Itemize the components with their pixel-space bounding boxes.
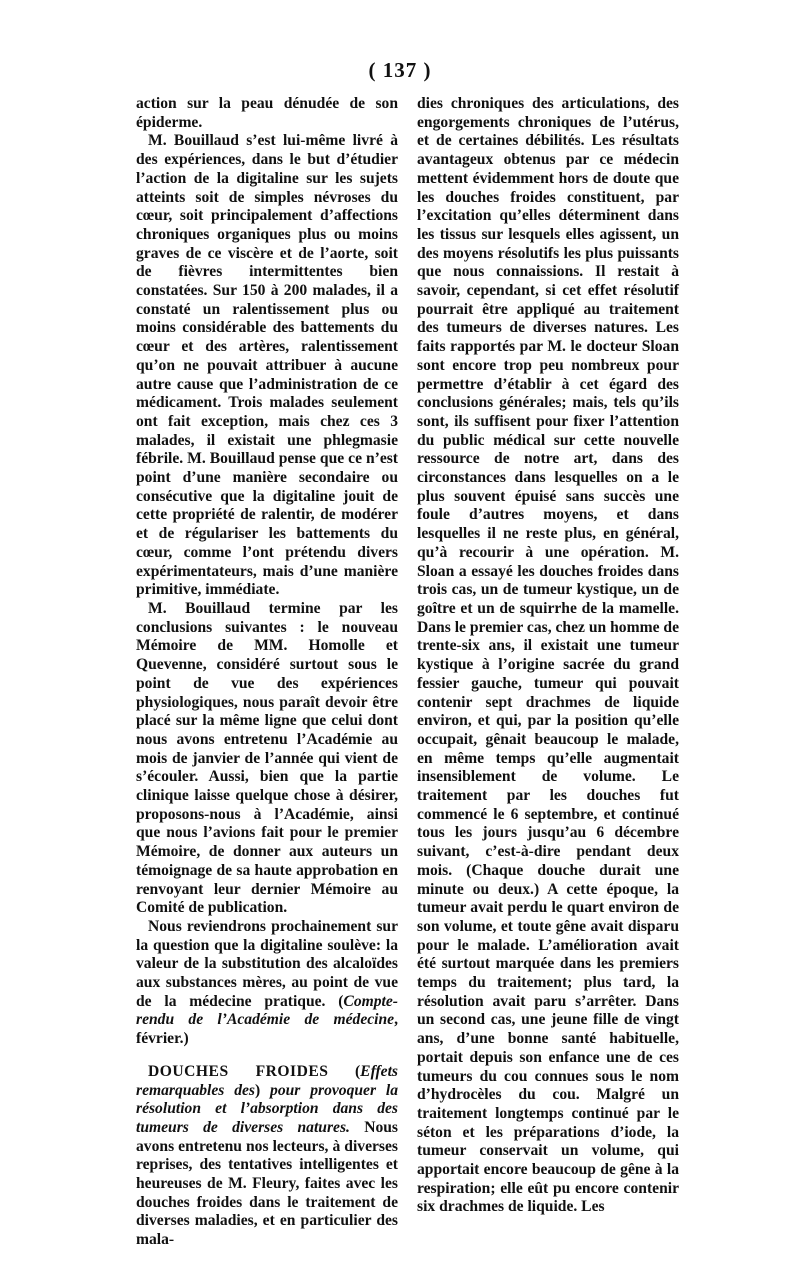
paragraph-text: Nous reviendrons prochainement sur la question que la digitaline soulève: la valeur de la substitution des alcaloïdes aux substances mères, au point de vue de la médecine pratique. ( xyxy=(136,917,398,1010)
paragraph-text: , février.) xyxy=(136,1011,398,1048)
paragraph: M. Bouillaud s’est lui-même livré à des expériences, dans le but d’étudier l’action de la digitaline sur les sujets atteints soit de simples névroses du cœur, soit principalement d’affections chroniques organiques plus ou moins graves de ce viscère et de l’aorte, soit de fièvres intermittentes bien constatées. Sur 150 à 200 malades, il a constaté un ralentissement plus ou moins considérable des battements du cœur et des artères, ralentissement qu’on ne pouvait attribuer à aucune autre cause que l’administration de ce médicament. Trois malades seulement ont fait exception, mais chez ces 3 malades, il existait une phlegmasie fébrile. M. Bouillaud pense que ce n’est point d’une manière secondaire ou consécutive que la digitaline jouit de cette propriété de ralentir, de modérer et de régulariser les battements du cœur, comme l’ont prétendu divers expérimentateurs, mais d’une manière primitive, immédiate. xyxy=(136,132,398,599)
page-number: ( 137 ) xyxy=(368,58,432,82)
section-heading: DOUCHES FROIDES xyxy=(148,1062,329,1080)
paragraph: M. Bouillaud termine par les conclusions suivantes : le nouveau Mémoire de MM. Homolle et Quevenne, considéré surtout sous le point de vue des expériences physiologiques, nous paraît devoir être placé sur la même ligne que celui dont nous avons entretenu l’Académie au mois de janvier de l’année qui vient de s’écouler. Aussi, bien que la partie clinique laisse quelque chose à désirer, proposons-nous à l’Académie, ainsi que nous l’avions fait pour le premier Mémoire, de donner aux auteurs un témoignage de sa haute approbation en renvoyant leur dernier Mémoire au Comité de publication. xyxy=(136,599,398,917)
section-subtitle: Effets remarquables des xyxy=(136,1062,398,1099)
paragraph xyxy=(136,918,398,1049)
paragraph-text: Nous avons entretenu nos lecteurs, à diverses reprises, des tentatives intelligentes et heureuses de M. Fleury, faites avec les douches froides dans le traitement de diverses maladies, et en particulier des mala- xyxy=(136,1118,398,1249)
paragraph: dies chroniques des articulations, des engorgements chroniques de l’utérus, et de certaines débilités. Les résultats avantageux obtenus par ce médecin mettent évidemment hors de doute que les douches froides constituent, par l’excitation qu’elles déterminent dans les tissus sur lesquels elles agissent, un des moyens résolutifs les plus puissants que nous connaissions. Il restait à savoir, cependant, si cet effet résolutif pourrait être appliqué au traitement des tumeurs de diverses natures. Les faits rapportés par M. le docteur Sloan sont encore trop peu nombreux pour permettre d’établir à cet égard des conclusions générales; mais, tels qu’ils sont, ils suffisent pour fixer l’attention du public médical sur cette nouvelle ressource de notre art, dans des circonstances dans lesquelles on a le plus souvent épuisé sans succès une foule d’autres moyens, et dans lesquelles il ne reste plus, en général, qu’à recourir à une opération. M. Sloan a essayé les douches froides dans trois cas, un de tumeur kystique, un de goître et un de squirrhe de la mamelle. Dans le premier cas, chez un homme de trente-six ans, il existait une tumeur kystique à l’origine sacrée du grand fessier gauche, tumeur qui pouvait contenir sept drachmes de liquide environ, et qui, par la position qu’elle occupait, gênait beaucoup le malade, en même temps qu’elle augmentait insensiblement de volume. Le traitement par les douches fut commencé le 6 septembre, et continué tous les jours jusqu’au 6 décembre suivant, c’est-à-dire pendant deux mois. (Chaque douche durait une minute ou deux.) A cette époque, la tumeur avait perdu le quart environ de son volume, et toute gêne avait disparu pour le malade. L’amélioration avait été surtout marquée dans les premiers temps du traitement; plus tard, la résolution avait paru s’arrêter. Dans un second cas, une jeune fille de vingt ans, d’une bonne santé habituelle, portait depuis son enfance une de ces tumeurs du cou connues sous le nom d’hydrocèles du cou. Malgré un traitement longtemps continué par le séton et les préparations d’iode, la tumeur conservait un volume, qui apportait encore beaucoup de gêne à la respiration; elle eût pu encore contenir six drachmes de liquide. Les xyxy=(417,95,679,1216)
right-column xyxy=(417,95,679,1217)
paragraph: action sur la peau dénudée de son épiderme. xyxy=(136,95,398,131)
paren-close: ) xyxy=(255,1081,271,1099)
left-column xyxy=(136,95,398,1250)
paren-open: ( xyxy=(328,1062,361,1080)
section-paragraph xyxy=(136,1063,398,1250)
citation-reference: Compte-rendu de l’Académie de médecine xyxy=(136,992,398,1029)
section-purpose: pour provoquer la résolution et l’absorption dans des tumeurs de diverses natures. xyxy=(136,1081,398,1136)
